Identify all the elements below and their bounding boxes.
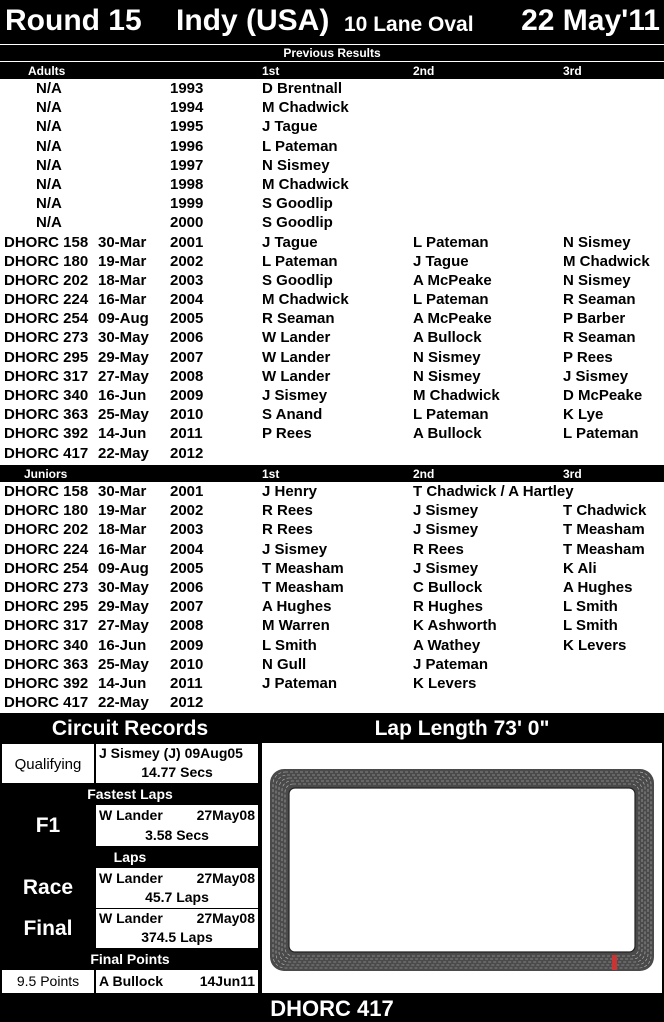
- third-place-cell: P Rees: [563, 348, 613, 366]
- event-cell: DHORC 158: [4, 233, 89, 251]
- year-cell: 2010: [170, 406, 204, 424]
- third-place-cell: R Seaman: [563, 291, 636, 309]
- table-row: [0, 540, 664, 559]
- qualifying-label-cell: [2, 744, 94, 783]
- first-place-cell: W Lander: [262, 329, 331, 347]
- first-place-cell: S Goodlip: [262, 271, 333, 289]
- third-place-cell: M Chadwick: [563, 252, 650, 270]
- first-place-cell: J Tague: [262, 233, 318, 251]
- event-cell: DHORC 392: [4, 425, 89, 443]
- first-place-cell: S Goodlip: [262, 195, 333, 213]
- year-cell: 2012: [170, 444, 204, 462]
- date-cell: 30-May: [98, 329, 149, 347]
- date-label: 22 May'11: [521, 4, 660, 37]
- adults-table: [0, 62, 664, 463]
- f1-record-cell: [96, 805, 258, 846]
- event-cell: N/A: [36, 118, 62, 136]
- lanes-label: 10 Lane Oval: [344, 13, 474, 36]
- second-place-cell: N Sismey: [413, 348, 481, 366]
- qualifying-label: Qualifying: [14, 756, 82, 773]
- event-cell: DHORC 254: [4, 559, 89, 577]
- third-place-cell: N Sismey: [563, 233, 631, 251]
- year-cell: 1997: [170, 156, 204, 174]
- year-cell: 1996: [170, 137, 204, 155]
- venue-label: Indy (USA): [176, 4, 330, 37]
- second-place-cell: J Sismey: [413, 502, 479, 520]
- event-cell: DHORC 273: [4, 329, 89, 347]
- table-row: [0, 213, 664, 232]
- first-place-cell: L Pateman: [262, 252, 338, 270]
- year-cell: 2011: [170, 425, 203, 443]
- third-place-cell: L Smith: [563, 598, 618, 616]
- event-cell: N/A: [36, 80, 62, 97]
- points-label: 9.5 Points: [16, 973, 80, 989]
- track-infield: [289, 788, 635, 952]
- first-place-cell: J Tague: [262, 118, 318, 136]
- second-place-cell: A Bullock: [413, 425, 482, 443]
- first-place-cell: J Henry: [262, 483, 318, 500]
- table-row: [0, 175, 664, 194]
- date-cell: 14-Jun: [98, 425, 147, 443]
- first-header: 1st: [262, 467, 280, 481]
- first-place-cell: W Lander: [262, 367, 331, 385]
- third-place-cell: K Lye: [563, 406, 604, 424]
- table-row: [0, 482, 664, 501]
- event-cell: DHORC 340: [4, 636, 89, 654]
- page-header: [0, 0, 664, 44]
- year-cell: 2007: [170, 598, 204, 616]
- table-row: [0, 233, 664, 252]
- year-cell: 2012: [170, 694, 204, 712]
- date-cell: 09-Aug: [98, 559, 149, 577]
- date-cell: 30-May: [98, 578, 149, 596]
- date-cell: 25-May: [98, 406, 149, 424]
- year-cell: 2000: [170, 214, 204, 232]
- date-cell: 30-Mar: [98, 483, 147, 500]
- table-row: [0, 616, 664, 635]
- year-cell: 2005: [170, 559, 204, 577]
- table-row: [0, 655, 664, 674]
- second-place-cell: T Chadwick / A Hartley: [413, 483, 574, 500]
- third-place-cell: T Measham: [563, 540, 645, 558]
- first-place-cell: L Pateman: [262, 137, 338, 155]
- second-place-cell: J Pateman: [413, 655, 489, 673]
- points-date: 14Jun11: [199, 973, 255, 989]
- event-cell: DHORC 224: [4, 291, 89, 309]
- final-record-cell: [96, 909, 258, 948]
- year-cell: 2003: [170, 271, 204, 289]
- first-place-cell: M Chadwick: [262, 291, 349, 309]
- year-cell: 2006: [170, 578, 204, 596]
- lap-length-title: Lap Length 73' 0": [374, 717, 550, 740]
- second-place-cell: J Sismey: [413, 521, 479, 539]
- first-place-cell: D Brentnall: [262, 80, 343, 97]
- date-cell: 18-Mar: [98, 521, 147, 539]
- adults-header: [0, 62, 664, 79]
- event-cell: DHORC 392: [4, 674, 89, 692]
- third-place-cell: D McPeake: [563, 387, 643, 404]
- second-place-cell: A McPeake: [413, 271, 492, 289]
- f1-label: F1: [2, 805, 94, 846]
- race-holder: W Lander: [99, 870, 163, 886]
- event-cell: DHORC 202: [4, 271, 89, 289]
- year-cell: 1994: [170, 99, 204, 117]
- table-row: [0, 271, 664, 290]
- table-row: [0, 309, 664, 328]
- first-place-cell: N Sismey: [262, 156, 330, 174]
- date-cell: 16-Mar: [98, 291, 147, 309]
- event-cell: DHORC 363: [4, 655, 89, 673]
- table-row: [0, 348, 664, 367]
- race-date: 27May08: [196, 870, 255, 886]
- track-diagram: [262, 743, 662, 993]
- table-row: [0, 290, 664, 309]
- year-cell: 1998: [170, 175, 204, 193]
- date-cell: 27-May: [98, 617, 149, 635]
- year-cell: 2003: [170, 521, 204, 539]
- table-row: [0, 559, 664, 578]
- event-cell: DHORC 180: [4, 502, 89, 520]
- year-cell: 2002: [170, 502, 204, 520]
- table-row: [0, 674, 664, 693]
- race-record-cell: [96, 868, 258, 908]
- second-place-cell: J Tague: [413, 252, 469, 270]
- first-place-cell: T Measham: [262, 559, 344, 577]
- table-row: [0, 117, 664, 136]
- table-row: [0, 424, 664, 443]
- second-place-cell: K Levers: [413, 674, 477, 692]
- third-place-cell: P Barber: [563, 310, 626, 328]
- first-place-cell: N Gull: [262, 655, 307, 673]
- date-cell: 30-Mar: [98, 233, 147, 251]
- first-place-cell: S Anand: [262, 406, 323, 424]
- event-cell: DHORC 317: [4, 617, 89, 635]
- third-header: 3rd: [563, 467, 582, 481]
- previous-results-title: Previous Results: [0, 45, 664, 61]
- table-row: [0, 501, 664, 520]
- table-row: [0, 386, 664, 405]
- year-cell: 2009: [170, 636, 204, 654]
- first-place-cell: M Chadwick: [262, 99, 349, 117]
- date-cell: 19-Mar: [98, 502, 147, 520]
- circuit-records-title: Circuit Records: [2, 715, 258, 743]
- date-cell: 16-Jun: [98, 387, 147, 404]
- event-cell: DHORC 317: [4, 367, 89, 385]
- event-cell: DHORC 273: [4, 578, 89, 596]
- race-value: 45.7 Laps: [145, 889, 209, 905]
- date-cell: 14-Jun: [98, 674, 147, 692]
- third-place-cell: L Pateman: [563, 425, 639, 443]
- table-row: [0, 328, 664, 347]
- third-place-cell: K Levers: [563, 636, 627, 654]
- start-finish-marker: [612, 955, 617, 970]
- third-place-cell: A Hughes: [563, 578, 633, 596]
- year-cell: 2005: [170, 310, 204, 328]
- date-cell: 29-May: [98, 348, 149, 366]
- year-cell: 1993: [170, 80, 204, 97]
- final-holder: W Lander: [99, 910, 163, 926]
- points-holder: A Bullock: [99, 973, 164, 989]
- category-header: Adults: [28, 64, 66, 78]
- table-row: [0, 98, 664, 117]
- event-cell: DHORC 417: [4, 444, 89, 462]
- event-cell: N/A: [36, 175, 62, 193]
- fastest-laps-title: Fastest Laps: [2, 784, 258, 804]
- second-place-cell: C Bullock: [413, 578, 483, 596]
- race-label: Race: [2, 868, 94, 908]
- table-row: [0, 636, 664, 655]
- year-cell: 2010: [170, 655, 204, 673]
- third-place-cell: T Measham: [563, 521, 645, 539]
- f1-date: 27May08: [196, 807, 255, 823]
- first-place-cell: A Hughes: [262, 598, 332, 616]
- event-cell: DHORC 363: [4, 406, 89, 424]
- year-cell: 1995: [170, 118, 204, 136]
- final-value: 374.5 Laps: [141, 929, 213, 945]
- third-place-cell: K Ali: [563, 559, 597, 577]
- date-cell: 25-May: [98, 655, 149, 673]
- category-header: Juniors: [24, 467, 68, 481]
- year-cell: 2009: [170, 387, 204, 404]
- event-cell: DHORC 295: [4, 598, 89, 616]
- year-cell: 2006: [170, 329, 204, 347]
- year-cell: 2004: [170, 540, 204, 558]
- second-place-cell: A Bullock: [413, 329, 482, 347]
- date-cell: 18-Mar: [98, 271, 147, 289]
- date-cell: 22-May: [98, 444, 149, 462]
- first-place-cell: R Rees: [262, 521, 313, 539]
- first-header: 1st: [262, 64, 280, 78]
- first-place-cell: S Goodlip: [262, 214, 333, 232]
- third-place-cell: N Sismey: [563, 271, 631, 289]
- circuit-records-section: [0, 713, 664, 995]
- date-cell: 16-Jun: [98, 636, 147, 654]
- event-cell: N/A: [36, 156, 62, 174]
- second-place-cell: A McPeake: [413, 310, 492, 328]
- first-place-cell: T Measham: [262, 578, 344, 596]
- qualifying-record-cell: [96, 744, 258, 783]
- date-cell: 29-May: [98, 598, 149, 616]
- event-cell: N/A: [36, 214, 62, 232]
- final-label: Final: [2, 909, 94, 948]
- year-cell: 2007: [170, 348, 204, 366]
- table-row: [0, 156, 664, 175]
- table-row: [0, 194, 664, 213]
- event-cell: N/A: [36, 195, 62, 213]
- second-place-cell: J Sismey: [413, 559, 479, 577]
- table-row: [0, 79, 664, 98]
- year-cell: 2001: [170, 233, 204, 251]
- first-place-cell: J Sismey: [262, 540, 328, 558]
- points-record-cell: [96, 970, 258, 993]
- first-place-cell: L Smith: [262, 636, 317, 654]
- table-row: [0, 367, 664, 386]
- track-map: [262, 743, 662, 993]
- event-cell: DHORC 340: [4, 387, 89, 404]
- round-label: Round 15: [5, 4, 142, 37]
- table-row: [0, 597, 664, 616]
- year-cell: 2002: [170, 252, 204, 270]
- qualifying-value: 14.77 Secs: [141, 764, 213, 780]
- second-header: 2nd: [413, 467, 435, 481]
- final-points-title: Final Points: [2, 949, 258, 969]
- table-row: [0, 444, 664, 463]
- first-place-cell: P Rees: [262, 425, 312, 443]
- juniors-header: [0, 465, 664, 482]
- event-cell: DHORC 224: [4, 540, 89, 558]
- year-cell: 2008: [170, 367, 204, 385]
- first-place-cell: R Rees: [262, 502, 313, 520]
- event-cell: N/A: [36, 99, 62, 117]
- year-cell: 2008: [170, 617, 204, 635]
- year-cell: 2001: [170, 483, 204, 500]
- event-cell: DHORC 417: [4, 694, 89, 712]
- table-row: [0, 405, 664, 424]
- third-place-cell: R Seaman: [563, 329, 636, 347]
- second-place-cell: A Wathey: [413, 636, 481, 654]
- laps-title: Laps: [2, 847, 258, 867]
- event-cell: DHORC 202: [4, 521, 89, 539]
- third-place-cell: T Chadwick: [563, 502, 647, 520]
- first-place-cell: J Pateman: [262, 674, 338, 692]
- second-place-cell: R Rees: [413, 540, 464, 558]
- final-date: 27May08: [196, 910, 255, 926]
- event-cell: N/A: [36, 137, 62, 155]
- event-cell: DHORC 180: [4, 252, 89, 270]
- table-row: [0, 520, 664, 539]
- year-cell: 1999: [170, 195, 204, 213]
- event-cell: DHORC 158: [4, 483, 89, 500]
- second-place-cell: K Ashworth: [413, 617, 497, 635]
- date-cell: 19-Mar: [98, 252, 147, 270]
- first-place-cell: R Seaman: [262, 310, 335, 328]
- first-place-cell: J Sismey: [262, 387, 328, 404]
- table-row: [0, 137, 664, 156]
- second-place-cell: L Pateman: [413, 291, 489, 309]
- second-place-cell: N Sismey: [413, 367, 481, 385]
- second-place-cell: L Pateman: [413, 233, 489, 251]
- second-header: 2nd: [413, 64, 435, 78]
- second-place-cell: M Chadwick: [413, 387, 500, 404]
- first-place-cell: M Chadwick: [262, 175, 349, 193]
- second-place-cell: L Pateman: [413, 406, 489, 424]
- date-cell: 16-Mar: [98, 540, 147, 558]
- table-row: [0, 693, 664, 712]
- date-cell: 09-Aug: [98, 310, 149, 328]
- points-label-cell: [2, 970, 94, 993]
- third-place-cell: J Sismey: [563, 367, 629, 385]
- footer-event: DHORC 417: [0, 995, 664, 1022]
- event-cell: DHORC 295: [4, 348, 89, 366]
- date-cell: 27-May: [98, 367, 149, 385]
- first-place-cell: M Warren: [262, 617, 330, 635]
- qualifying-holder: J Sismey (J) 09Aug05: [99, 745, 243, 761]
- date-cell: 22-May: [98, 694, 149, 712]
- table-row: [0, 578, 664, 597]
- table-row: [0, 252, 664, 271]
- first-place-cell: W Lander: [262, 348, 331, 366]
- f1-value: 3.58 Secs: [145, 827, 209, 843]
- third-header: 3rd: [563, 64, 582, 78]
- year-cell: 2004: [170, 291, 204, 309]
- year-cell: 2011: [170, 674, 203, 692]
- f1-holder: W Lander: [99, 807, 163, 823]
- third-place-cell: L Smith: [563, 617, 618, 635]
- second-place-cell: R Hughes: [413, 598, 484, 616]
- event-cell: DHORC 254: [4, 310, 89, 328]
- juniors-table: [0, 465, 664, 712]
